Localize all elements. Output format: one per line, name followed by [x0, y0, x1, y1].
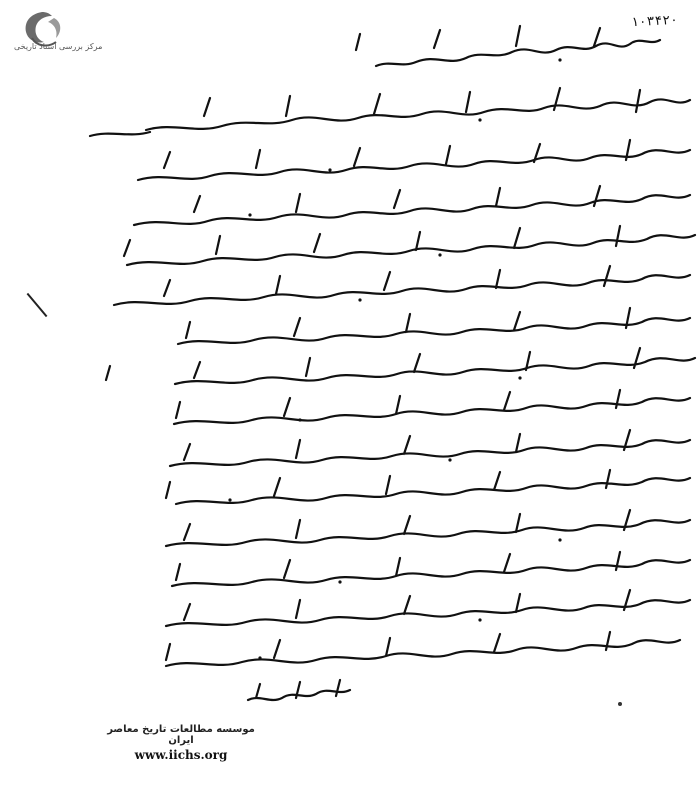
- ink-dot: [478, 618, 481, 621]
- handwriting-line: [166, 632, 680, 666]
- ink-dot: [228, 498, 231, 501]
- ink-dot: [558, 538, 561, 541]
- handwriting-line: [124, 226, 695, 265]
- ink-dot: [618, 702, 622, 706]
- ink-dot: [518, 376, 521, 379]
- ink-dot: [328, 168, 331, 171]
- logo-caption: مرکز بررسی اسناد تاریخی: [14, 42, 103, 51]
- handwriting-line: [170, 430, 690, 466]
- handwriting-line: [106, 348, 695, 384]
- ink-dot: [478, 118, 481, 121]
- handwriting-line: [248, 680, 350, 700]
- ink-dot: [358, 298, 361, 301]
- handwriting-line: [166, 510, 690, 546]
- footer-watermark: [96, 724, 266, 762]
- handwriting-line: [166, 590, 690, 626]
- handwriting-line: [90, 88, 690, 136]
- institute-name: موسسه مطالعات تاریخ معاصر ایران: [107, 724, 255, 746]
- handwriting-line: [134, 186, 690, 225]
- handwriting-line: [356, 26, 660, 66]
- handwriting-line: [138, 140, 690, 180]
- ink-dot: [558, 58, 561, 61]
- handwriting-line: [172, 552, 690, 586]
- handwriting-line: [174, 390, 690, 424]
- ink-dot: [248, 213, 251, 216]
- ink-dot: [438, 253, 441, 256]
- ink-dot: [258, 656, 261, 659]
- institute-url: www.iichs.org: [134, 748, 228, 762]
- ink-dot: [448, 458, 451, 461]
- handwriting-line: [114, 266, 690, 305]
- handwriting-line: [178, 308, 690, 344]
- page-number: ۱۰۳۴۲۰: [630, 12, 679, 31]
- ink-dot: [298, 418, 301, 421]
- ink-dot: [338, 580, 341, 583]
- handwriting-line: [166, 470, 690, 504]
